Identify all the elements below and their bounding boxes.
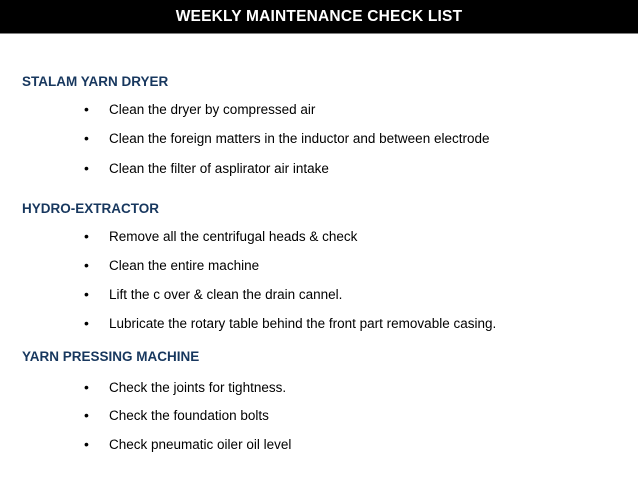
page-title: WEEKLY MAINTENANCE CHECK LIST [175,7,463,25]
section-heading-hydro-extractor: HYDRO-EXTRACTOR [22,201,160,216]
list-item [84,99,315,119]
section-heading-yarn-pressing-machine: YARN PRESSING MACHINE [22,349,200,364]
bullet-icon: • [84,257,89,273]
list-item [84,158,329,178]
bullet-icon: • [84,436,89,452]
list-item-text: Clean the foreign matters in the inductor and between electrode [109,130,490,146]
list-item-text: Clean the entire machine [109,257,260,273]
list-item-text: Lubricate the rotary table behind the front part removable casing. [109,315,497,331]
list-item [84,313,496,333]
title-bar [0,0,638,34]
section-heading-stalam-yarn-dryer: STALAM YARN DRYER [22,74,169,89]
list-item [84,405,269,425]
list-item-text: Check the joints for tightness. [109,379,287,395]
list-item-text: Clean the filter of asplirator air intake [109,160,329,176]
list-item-text: Remove all the centrifugal heads & check [109,228,358,244]
list-item-text: Check the foundation bolts [109,407,269,423]
list-item [84,255,259,275]
bullet-icon: • [84,101,89,117]
bullet-icon: • [84,379,89,395]
list-item [84,284,342,304]
bullet-icon: • [84,286,89,302]
list-item-text: Check pneumatic oiler oil level [109,436,292,452]
bullet-icon: • [84,228,89,244]
list-item-text: Lift the c over & clean the drain cannel. [109,286,343,302]
bullet-icon: • [84,407,89,423]
list-item [84,128,490,148]
list-item-text: Clean the dryer by compressed air [109,101,316,117]
bullet-icon: • [84,315,89,331]
list-item [84,377,286,397]
list-item [84,434,291,454]
bullet-icon: • [84,130,89,146]
list-item [84,226,357,246]
bullet-icon: • [84,160,89,176]
